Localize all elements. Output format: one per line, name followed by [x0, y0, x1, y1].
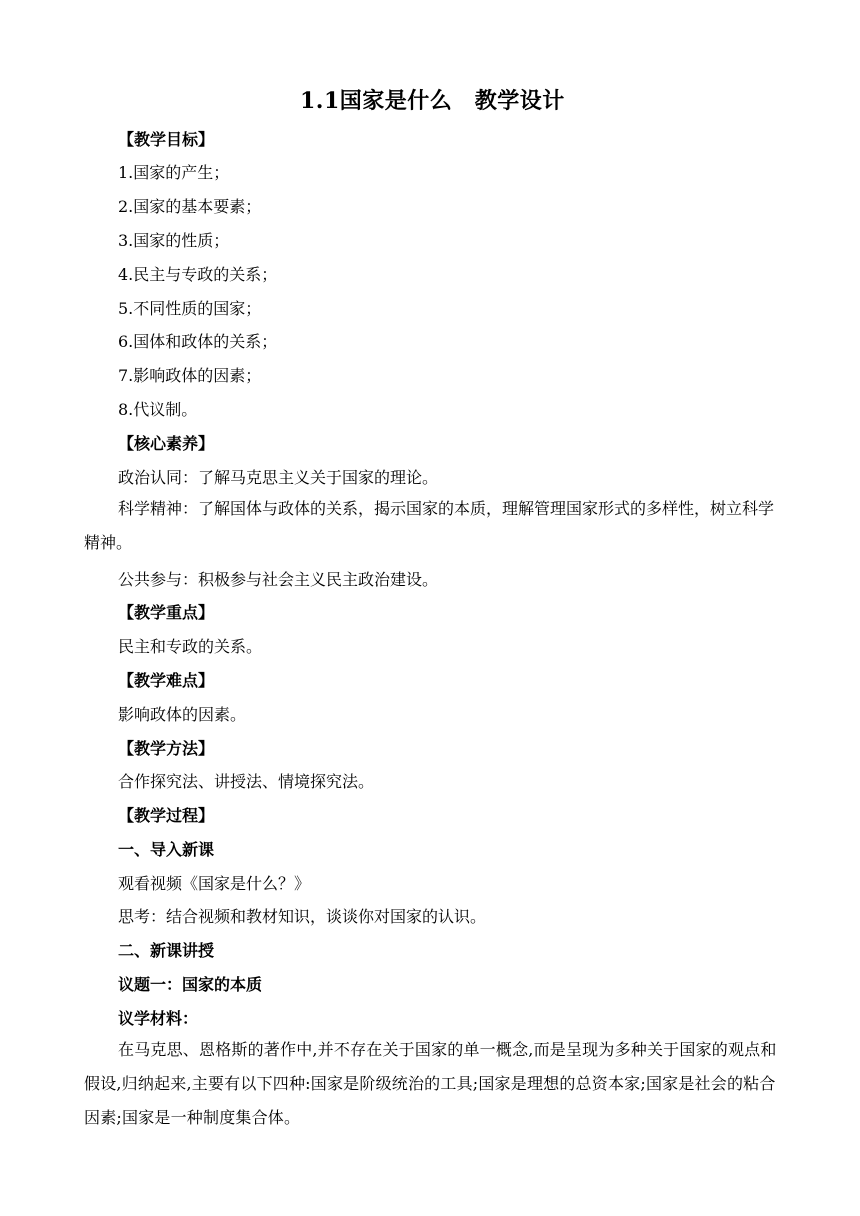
method-text: 合作探究法、讲授法、情境探究法。 — [118, 772, 375, 791]
objective-item: 5.不同性质的国家； — [118, 299, 262, 318]
objective-item: 4.民主与专政的关系； — [118, 265, 278, 284]
objectives-heading: 【教学目标】 — [118, 130, 215, 149]
difficulty-heading: 【教学难点】 — [118, 671, 215, 690]
objective-item: 3.国家的性质； — [118, 231, 230, 250]
material-heading: 议学材料： — [118, 1009, 199, 1028]
section-lecture-heading: 二、新课讲授 — [118, 941, 215, 960]
objective-item: 8.代议制。 — [118, 400, 198, 419]
section-intro-heading: 一、导入新课 — [118, 840, 215, 859]
objective-item: 6.国体和政体的关系； — [118, 332, 278, 351]
material-paragraph: 在马克思、恩格斯的著作中,并不存在关于国家的单一概念,而是呈现为多种关于国家的观点和假设,归纳起来,主要有以下四种:国家是阶级统治的工具;国家是理想的总资本家;国家是社会的粘合因素;国家是一种制度集合体。 — [84, 1040, 777, 1127]
difficulty-text: 影响政体的因素。 — [118, 705, 247, 724]
process-heading: 【教学过程】 — [118, 806, 215, 825]
method-heading: 【教学方法】 — [118, 739, 215, 758]
video-text: 观看视频《国家是什么？》 — [118, 874, 311, 893]
literacy-science: 科学精神：了解国体与政体的关系，揭示国家的本质，理解管理国家形式的多样性，树立科学精神。 — [84, 499, 775, 552]
objective-item: 2.国家的基本要素； — [118, 197, 262, 216]
document-title: 1.1国家是什么 教学设计 — [300, 88, 565, 114]
objective-item: 1.国家的产生； — [118, 163, 230, 182]
think-text: 思考：结合视频和教材知识，谈谈你对国家的认识。 — [118, 907, 487, 926]
literacy-participation: 公共参与：积极参与社会主义民主政治建设。 — [118, 570, 439, 589]
key-point-heading: 【教学重点】 — [118, 603, 215, 622]
literacy-heading: 【核心素养】 — [118, 434, 215, 453]
objective-item: 7.影响政体的因素； — [118, 366, 262, 385]
key-point-text: 民主和专政的关系。 — [118, 637, 263, 656]
topic-heading: 议题一：国家的本质 — [118, 975, 263, 994]
literacy-political: 政治认同：了解马克思主义关于国家的理论。 — [118, 468, 439, 487]
